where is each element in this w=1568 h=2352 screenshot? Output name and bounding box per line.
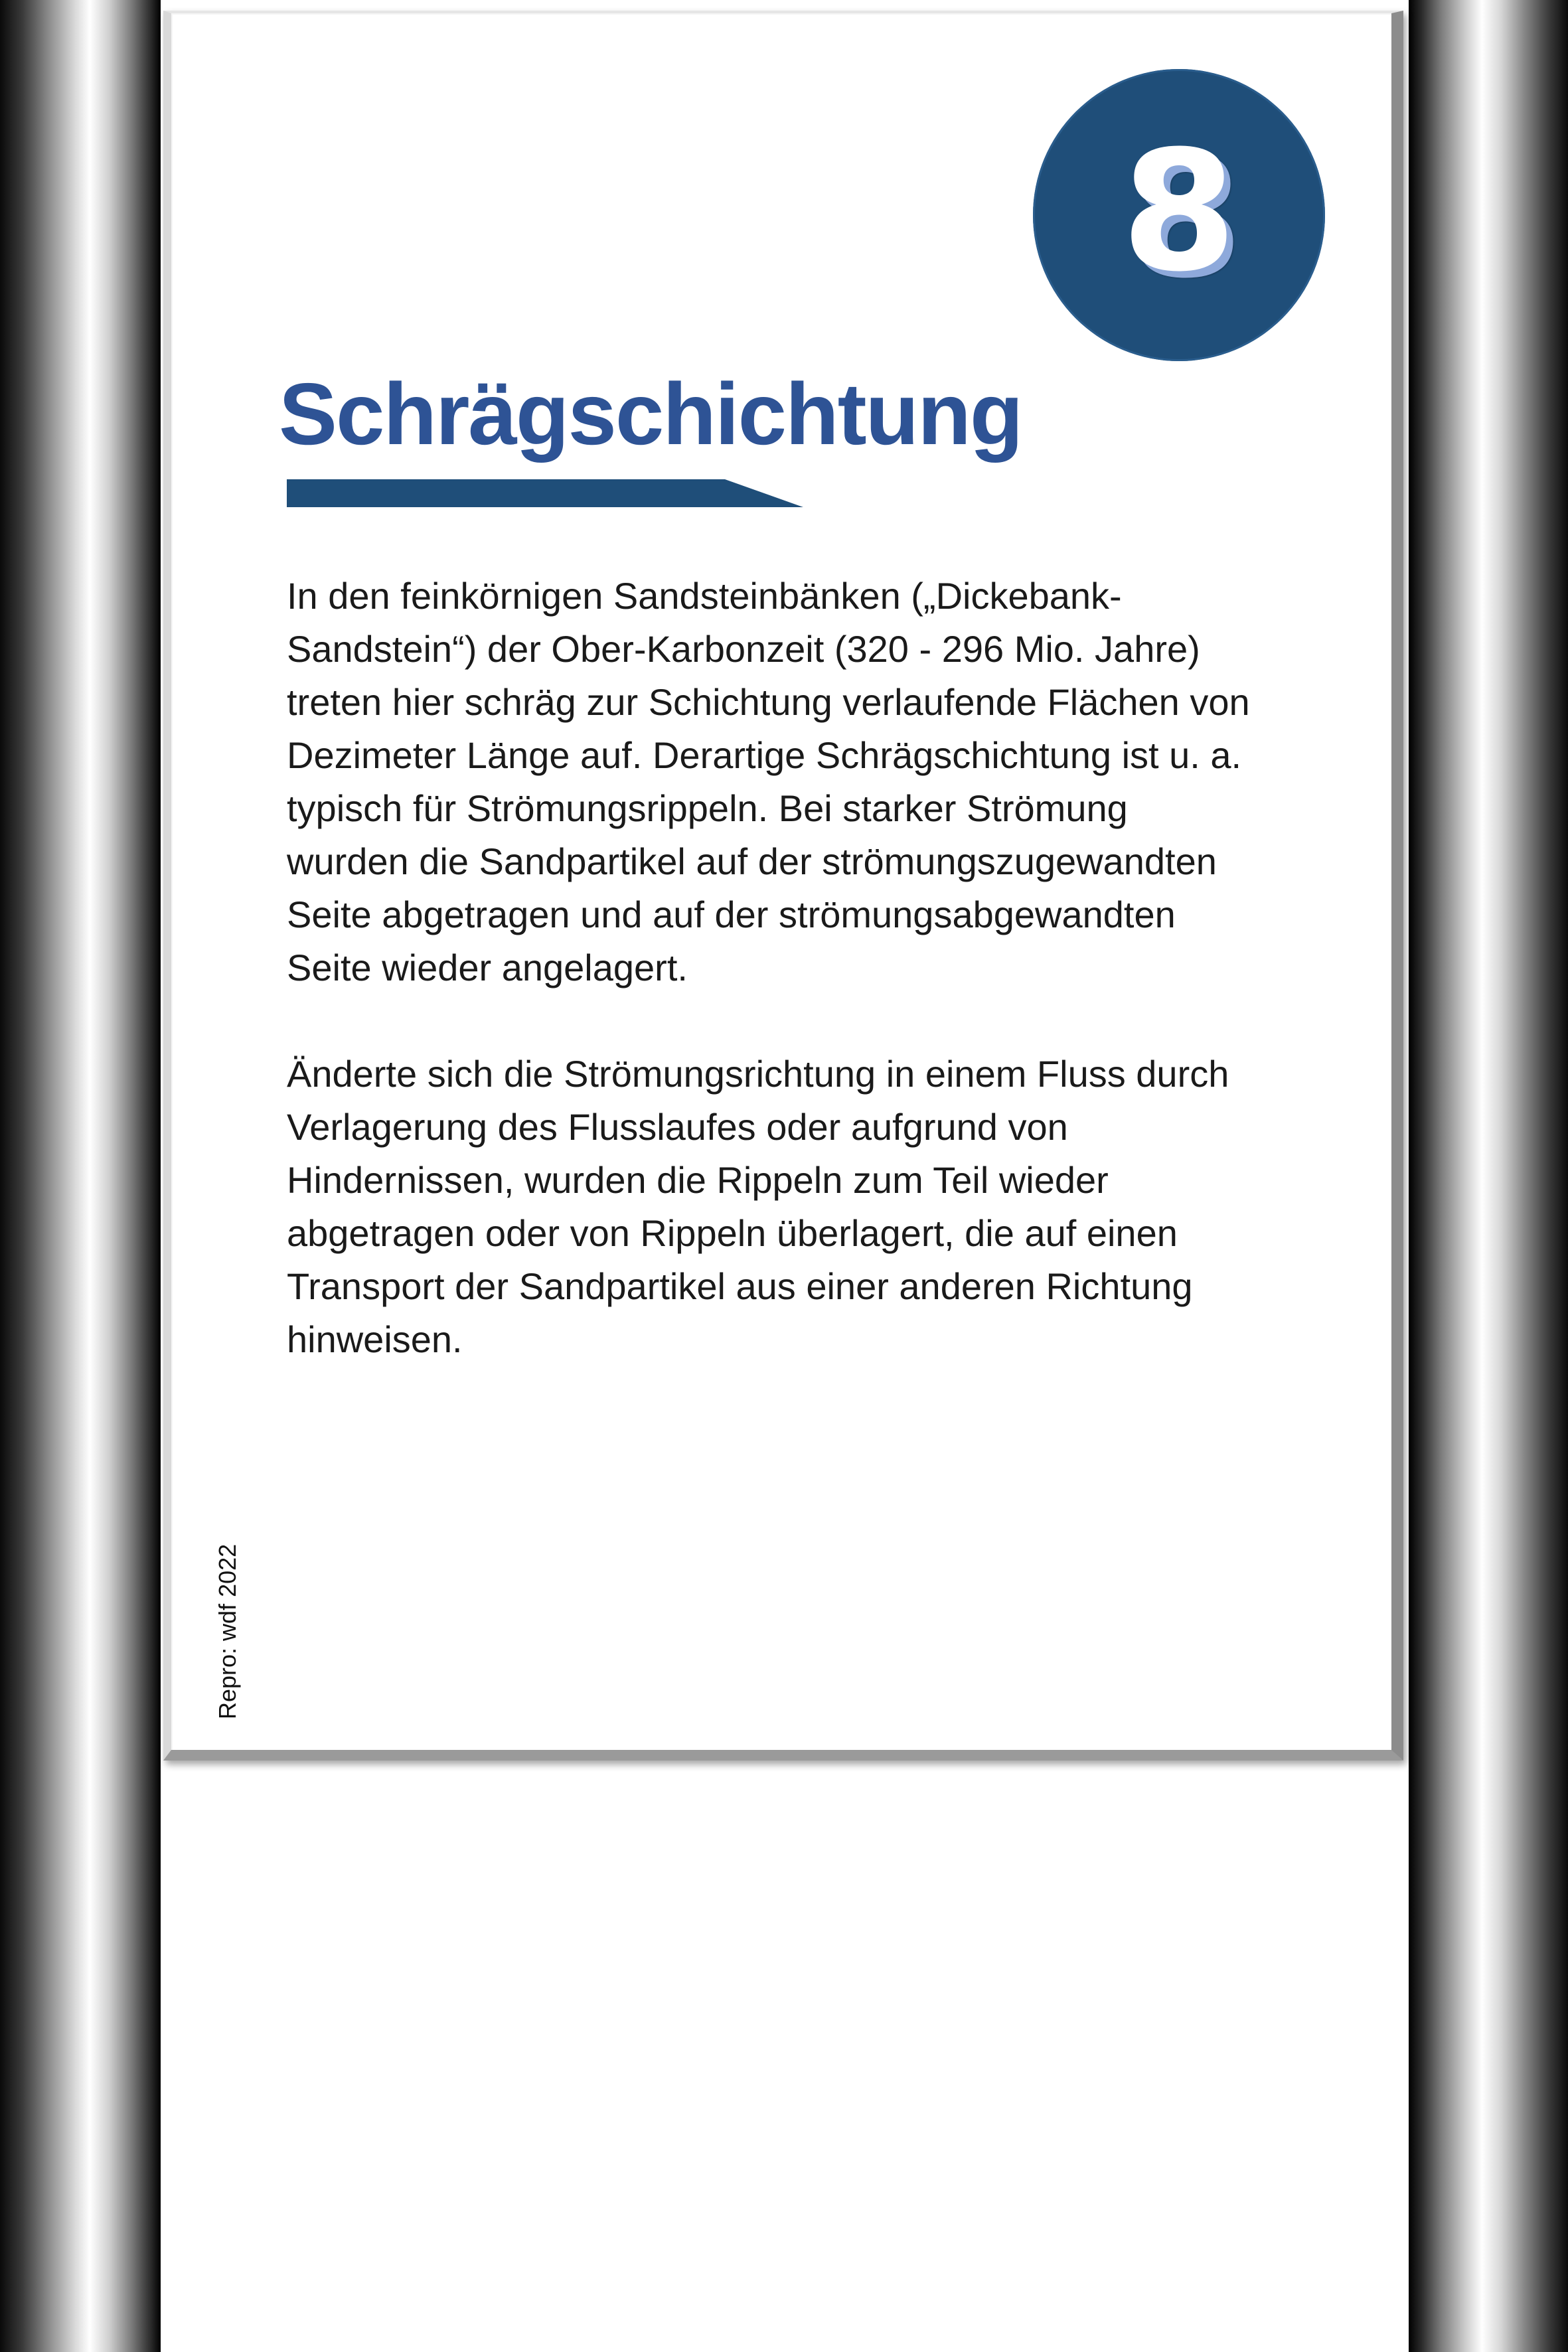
repro-credit: Repro: wdf 2022	[214, 1543, 241, 1719]
paragraph-1: In den feinkörnigen Sandsteinbänken („Dickebank- Sandstein“) der Ober-Karbonzeit (320 - 296 Mio. Jahre) treten hier schräg zur Schichtung verlaufende Flächen von Dezimeter Länge auf. Derartige Schrägschichtung ist u. a. typisch für Strömungsrippeln. Bei starker Strömung wurden die Sandpartikel auf der strömungszugewandten Seite abgetragen und auf der strömungsabgewandten Seite wieder angelagert.	[287, 575, 1250, 988]
left-metal-post	[0, 0, 161, 2352]
sign-body	[287, 570, 1342, 1366]
station-number: 8	[1121, 115, 1237, 308]
sign-title: Schrägschichtung	[279, 365, 1022, 463]
title-underline-bar	[287, 479, 803, 507]
station-number-badge	[1033, 69, 1325, 361]
paragraph-2: Änderte sich die Strömungsrichtung in einem Fluss durch Verlagerung des Flusslaufes oder aufgrund von Hindernissen, wurden die Rippeln zum Teil wieder abgetragen oder von Rippeln überlagert, die auf einen Transport der Sandpartikel aus einer anderen Richtung hinweisen.	[287, 1053, 1229, 1360]
right-metal-post	[1409, 0, 1568, 2352]
